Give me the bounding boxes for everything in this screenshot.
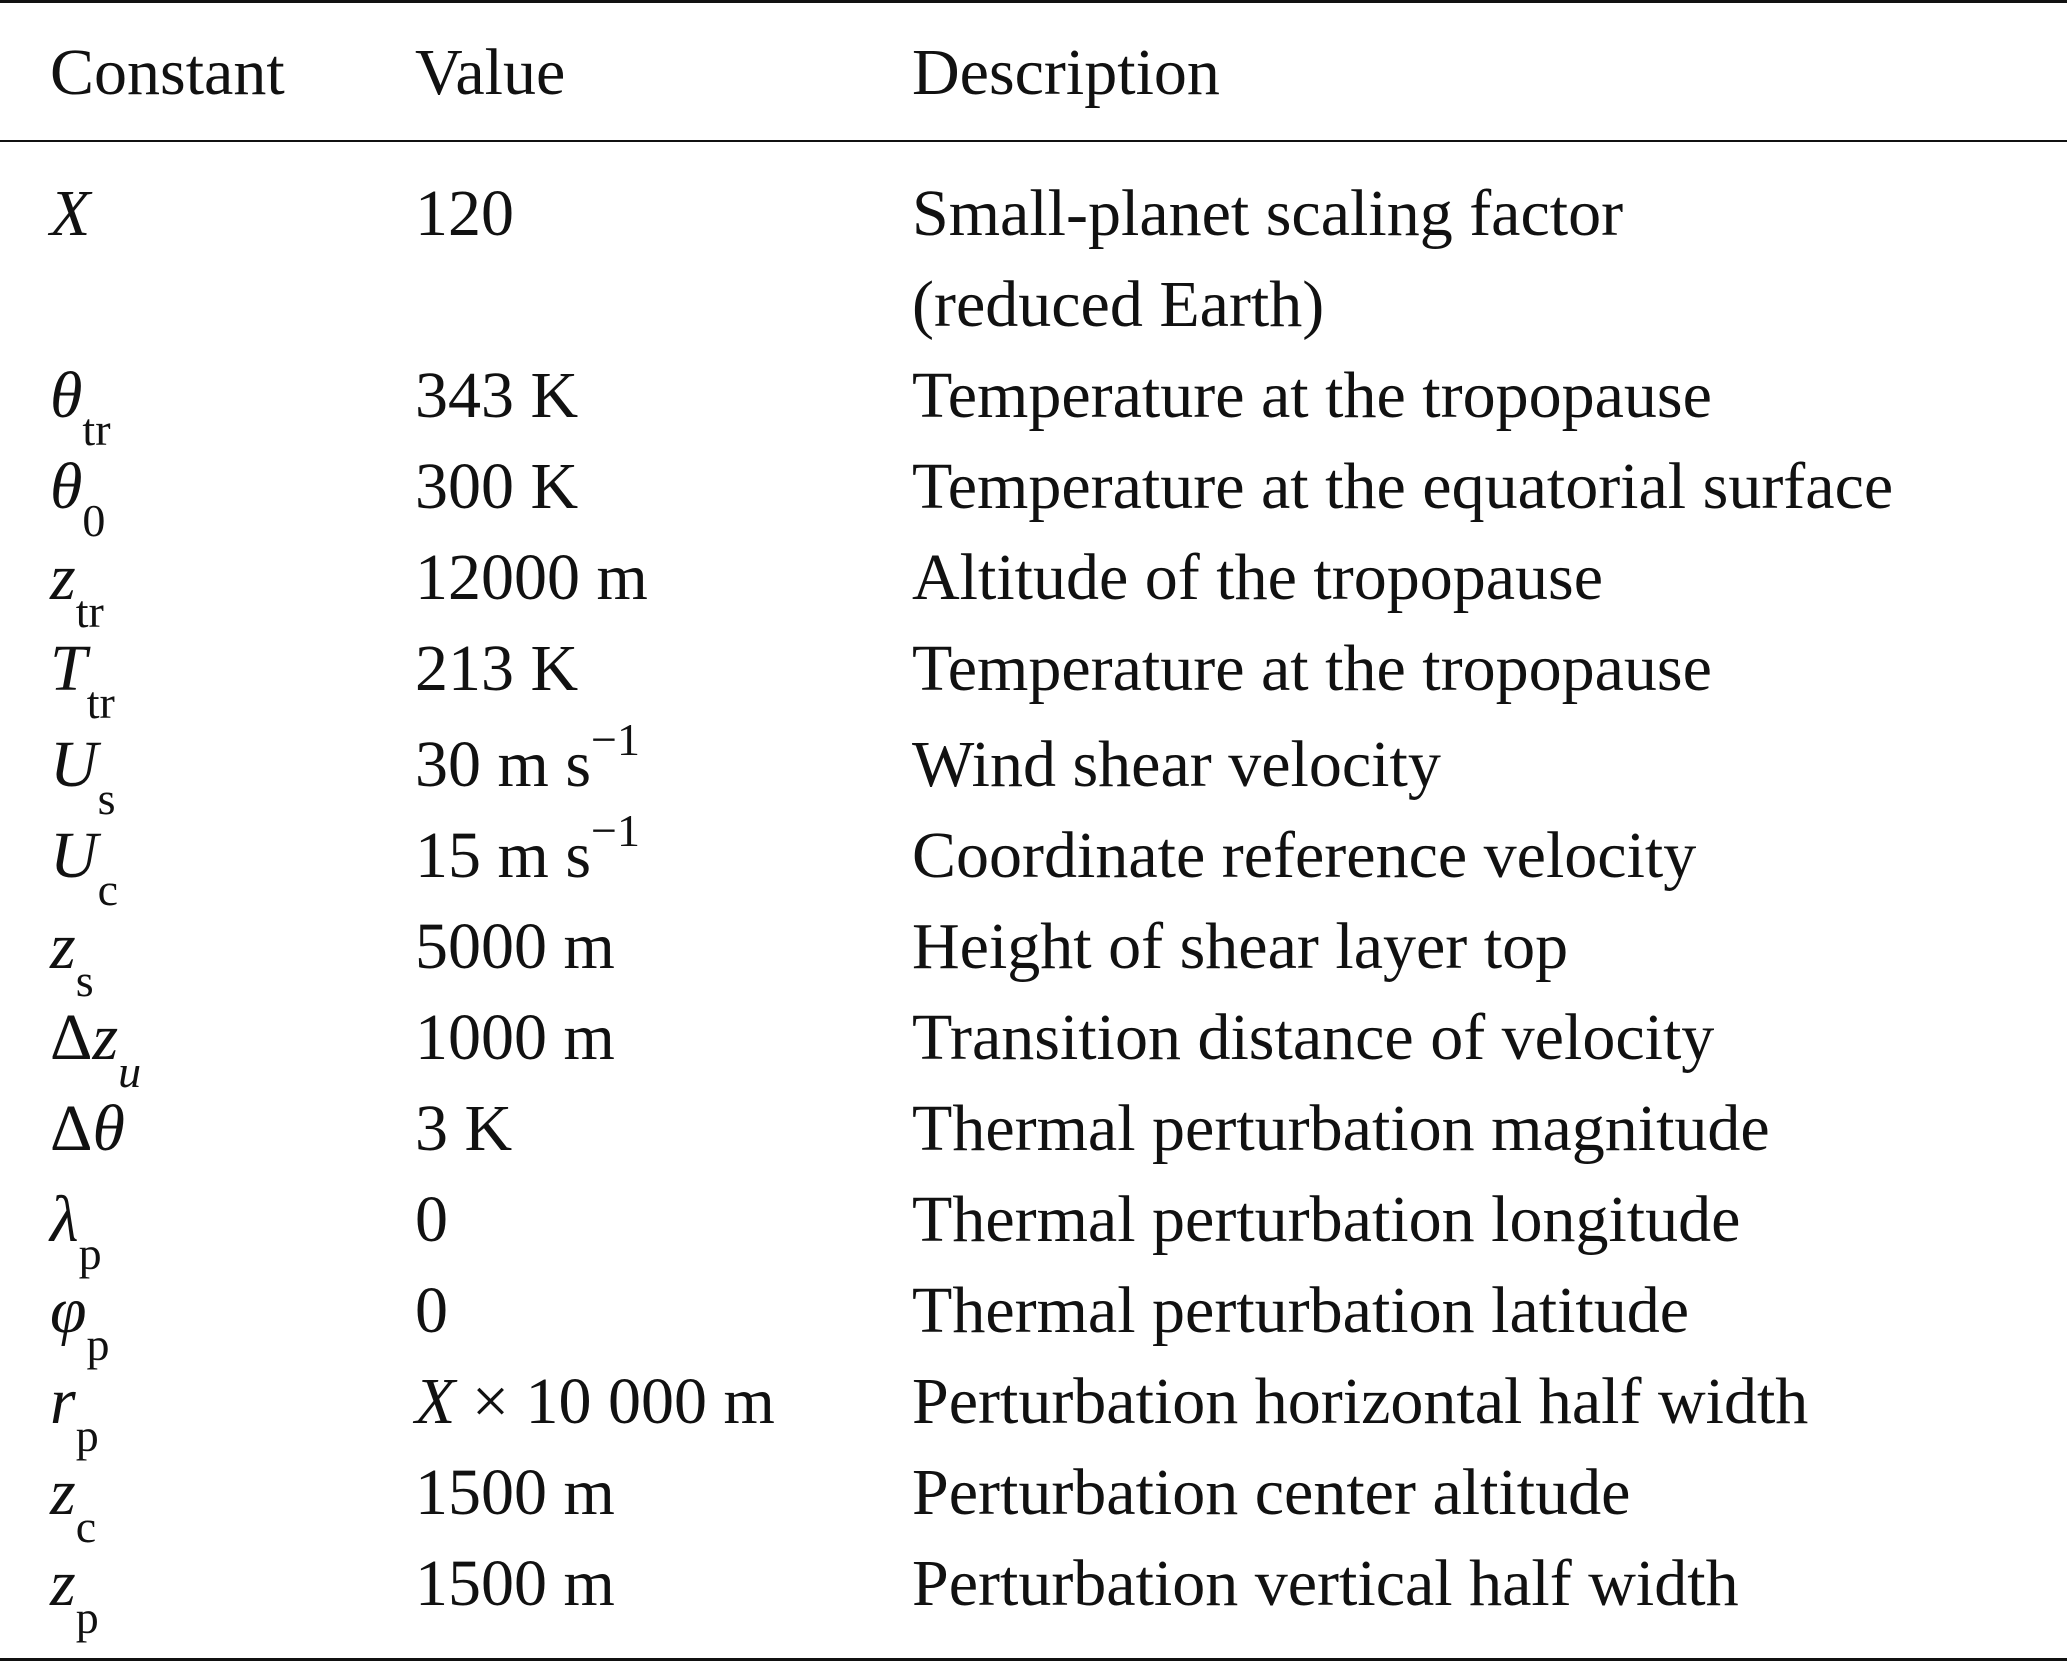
constant-value: 30 m $s^{-1}$ bbox=[415, 714, 640, 801]
constant-value: 15 m $s^{-1}$ bbox=[415, 805, 640, 892]
constant-value: 1500 m bbox=[415, 1547, 615, 1620]
constant-symbol: $z_p$ bbox=[50, 1547, 99, 1644]
constant-description: Temperature at the tropopause bbox=[912, 359, 1712, 432]
constant-description: Small-planet scaling factor bbox=[912, 177, 1624, 250]
constant-value: 300 K bbox=[415, 450, 579, 523]
constant-value: 12000 m bbox=[415, 541, 648, 614]
header-constant: Constant bbox=[50, 36, 285, 109]
constant-symbol: $\theta_0$ bbox=[50, 450, 106, 547]
constant-value: 0 bbox=[415, 1274, 448, 1347]
constant-description: Altitude of the tropopause bbox=[912, 541, 1604, 614]
constant-description: Thermal perturbation magnitude bbox=[912, 1092, 1770, 1165]
constant-symbol: $U_c$ bbox=[50, 819, 119, 916]
constant-value: 1000 m bbox=[415, 1001, 615, 1074]
constant-description: Transition distance of velocity bbox=[912, 1001, 1715, 1074]
constant-description-continued: (reduced Earth) bbox=[912, 268, 1325, 341]
table-top-rule bbox=[0, 0, 2067, 3]
constant-symbol: Δθ bbox=[50, 1092, 125, 1165]
constant-symbol: $z_s$ bbox=[50, 910, 94, 1007]
constant-symbol: $\theta_{tr}$ bbox=[50, 359, 111, 456]
constant-symbol: $U_s$ bbox=[50, 728, 116, 825]
constant-description: Temperature at the tropopause bbox=[912, 632, 1712, 705]
constant-value: 213 K bbox=[415, 632, 579, 705]
constant-symbol: $z_c$ bbox=[50, 1456, 97, 1553]
constant-symbol: $z_{tr}$ bbox=[50, 541, 104, 638]
constant-value: 1500 m bbox=[415, 1456, 615, 1529]
table-bottom-rule bbox=[0, 1658, 2067, 1661]
constant-symbol: $\Delta z_u$ bbox=[50, 1001, 142, 1098]
constant-description: Thermal perturbation longitude bbox=[912, 1183, 1741, 1256]
constant-symbol: $\lambda_p$ bbox=[50, 1183, 102, 1280]
constant-value: 3 K bbox=[415, 1092, 513, 1165]
constant-description: Coordinate reference velocity bbox=[912, 819, 1697, 892]
constant-description: Temperature at the equatorial surface bbox=[912, 450, 1894, 523]
header-description: Description bbox=[912, 36, 1220, 109]
constant-description: Perturbation center altitude bbox=[912, 1456, 1631, 1529]
constant-value: X × 10 000 m bbox=[415, 1365, 775, 1438]
constant-symbol: $r_p$ bbox=[50, 1365, 99, 1462]
header-value: Value bbox=[415, 36, 566, 109]
constant-value: 120 bbox=[415, 177, 514, 250]
constant-description: Perturbation vertical half width bbox=[912, 1547, 1739, 1620]
constant-value: 5000 m bbox=[415, 910, 615, 983]
constant-symbol: $T_{tr}$ bbox=[50, 632, 115, 729]
constant-value: 343 K bbox=[415, 359, 579, 432]
constant-symbol: $\varphi_p$ bbox=[50, 1274, 110, 1371]
constant-value: 0 bbox=[415, 1183, 448, 1256]
constant-description: Perturbation horizontal half width bbox=[912, 1365, 1809, 1438]
constant-symbol: X bbox=[50, 177, 91, 250]
constant-description: Wind shear velocity bbox=[912, 728, 1441, 801]
table-header-rule bbox=[0, 140, 2067, 142]
constant-description: Height of shear layer top bbox=[912, 910, 1569, 983]
constant-description: Thermal perturbation latitude bbox=[912, 1274, 1690, 1347]
